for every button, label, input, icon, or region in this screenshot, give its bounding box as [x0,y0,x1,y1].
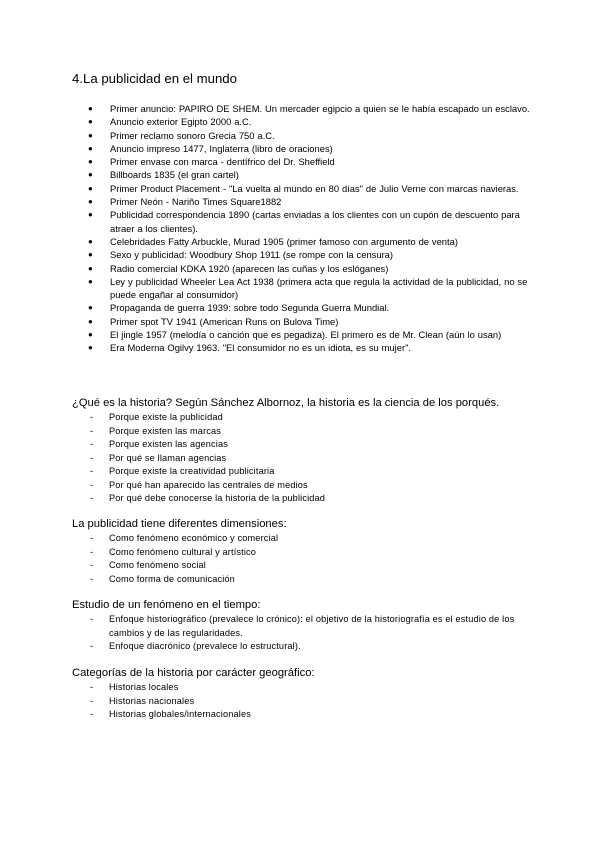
bullet-icon: ● [88,143,93,153]
list-item: - Historias globales/internacionales [72,708,542,722]
dash-icon: - [90,533,94,543]
bullet-icon: ● [88,250,93,260]
bullet-list [72,102,532,355]
list-item: ● Sexo y publicidad: Woodbury Shop 1911 (se rompe con la censura) [88,249,394,261]
dash-icon: - [90,560,94,570]
bullet-icon: ● [88,276,93,286]
bullet-icon: ● [88,236,93,246]
dash-icon: - [90,709,94,719]
dash-list [72,681,542,722]
list-item: ● Era Moderna Ogilvy 1963. "El consumidor no es un idiota, es su mujer". [88,342,412,354]
list-item: - Porque existe la publicidad [72,411,542,425]
list-item: - Porque existe la creatividad publicitaria [72,465,542,479]
dash-icon: - [90,452,94,463]
dash-list [72,411,542,506]
list-item: ● Primer envase con marca - dentífrico del Dr. Sheffield [88,156,335,168]
dash-icon: - [90,412,94,422]
bullet-icon: ● [88,210,93,220]
list-item: - Por qué se llaman agencias [72,452,542,466]
bullet-icon: ● [88,183,93,193]
list-item: - Historias nacionales [72,695,542,709]
section-estudio [72,598,542,654]
dash-list [72,532,542,586]
list-item: ● Primer spot TV 1941 (American Runs on Bulova Time) [88,315,339,327]
dash-icon: - [90,439,94,449]
list-item: - Como fenómeno cultural y artístico [72,546,542,560]
dash-icon: - [90,682,94,692]
list-item: ● Primer reclamo sonoro Grecia 750 a.C. [88,129,275,141]
dash-icon: - [90,425,94,436]
section-title: Estudio de un fenómeno en el tiempo: [72,599,261,611]
bullet-icon: ● [88,117,93,127]
list-item: - Por qué han aparecido las centrales de medios [72,479,542,493]
list-item: ● Propaganda de guerra 1939: sobre todo Segunda Guerra Mundial. [88,302,390,314]
list-item: ● Primer Neón - Nariño Times Square1882 [88,196,282,208]
bullet-icon: ● [88,316,93,326]
bullet-icon: ● [88,130,93,140]
list-item: ● Anuncio exterior Egipto 2000 a.C. [88,116,252,128]
list-item: - Porque existen las marcas [72,425,542,439]
list-item: - Historias locales [72,681,542,695]
list-item: - Como forma de comunicación [72,573,542,587]
dash-icon: - [90,641,94,651]
list-item: ● Primer Product Placement - "La vuelta al mundo en 80 días" de Julio Verne con marcas navieras. [88,182,519,194]
list-item: - Como fenómeno social [72,559,542,573]
dash-icon: - [90,546,94,557]
dash-icon: - [90,466,94,476]
list-item: ● Primer anuncio: PAPIRO DE SHEM. Un mercader egipcio a quien se le había escapado un esclavo. [88,103,530,114]
dash-list [72,613,542,654]
list-item: ● Radio comercial KDKA 1920 (aparecen las cuñas y los eslóganes) [88,262,389,274]
list-item: - Enfoque historiográfico (prevalece lo crónico): el objetivo de la historiografía es el estudio de los cambios y de las regularidades. [90,614,515,638]
bullet-icon: ● [88,197,93,207]
bullet-icon: ● [88,104,93,113]
dash-icon: - [90,479,94,490]
list-item: ● El jingle 1957 (melodía o canción que es pegadiza). El primero es de Mr. Clean (aún lo usan) [88,329,502,341]
list-item: ● Celebridades Fatty Arbuckle, Murad 1905 (primer famoso con argumento de venta) [88,235,458,247]
list-item: ● Ley y publicidad Wheeler Lea Act 1938 (primera acta que regula la actividad de la publicidad, no se puede engañar al consumidor) [88,275,528,301]
list-item: - Como fenómeno económico y comercial [72,532,542,546]
list-item: - Por qué debe conocerse la historia de la publicidad [72,492,542,506]
page-title: 4.La publicidad en el mundo [72,71,237,86]
dash-icon: - [90,695,94,706]
list-item: - Porque existen las agencias [72,438,542,452]
list-item: - Enfoque diacrónico (prevalece lo estructural). [72,640,542,654]
bullet-icon: ● [88,330,93,340]
bullet-icon: ● [88,303,93,313]
section-title: Categorías de la historia por carácter geográfico: [72,667,315,679]
section-title: ¿Qué es la historia? Según Sánchez Albornoz, la historia es la ciencia de los porqués. [72,397,500,409]
section-historia [72,396,542,506]
bullet-icon: ● [88,170,93,180]
dash-icon: - [90,573,94,584]
section-dimensiones [72,517,542,586]
list-item: ● Billboards 1835 (el gran cartel) [88,169,239,181]
section-title: La publicidad tiene diferentes dimensiones: [72,518,287,530]
list-item: ● Publicidad correspondencia 1890 (cartas enviadas a los clientes con un cupón de descuento para atraer a los clientes). [88,209,520,234]
dash-icon: - [90,493,94,503]
dash-icon: - [90,614,94,624]
list-item: ● Anuncio impreso 1477, Inglaterra (libro de oraciones) [88,142,333,154]
bullet-icon: ● [88,343,93,353]
bullet-icon: ● [88,263,93,273]
section-categorias [72,666,542,722]
bullet-icon: ● [88,157,93,167]
